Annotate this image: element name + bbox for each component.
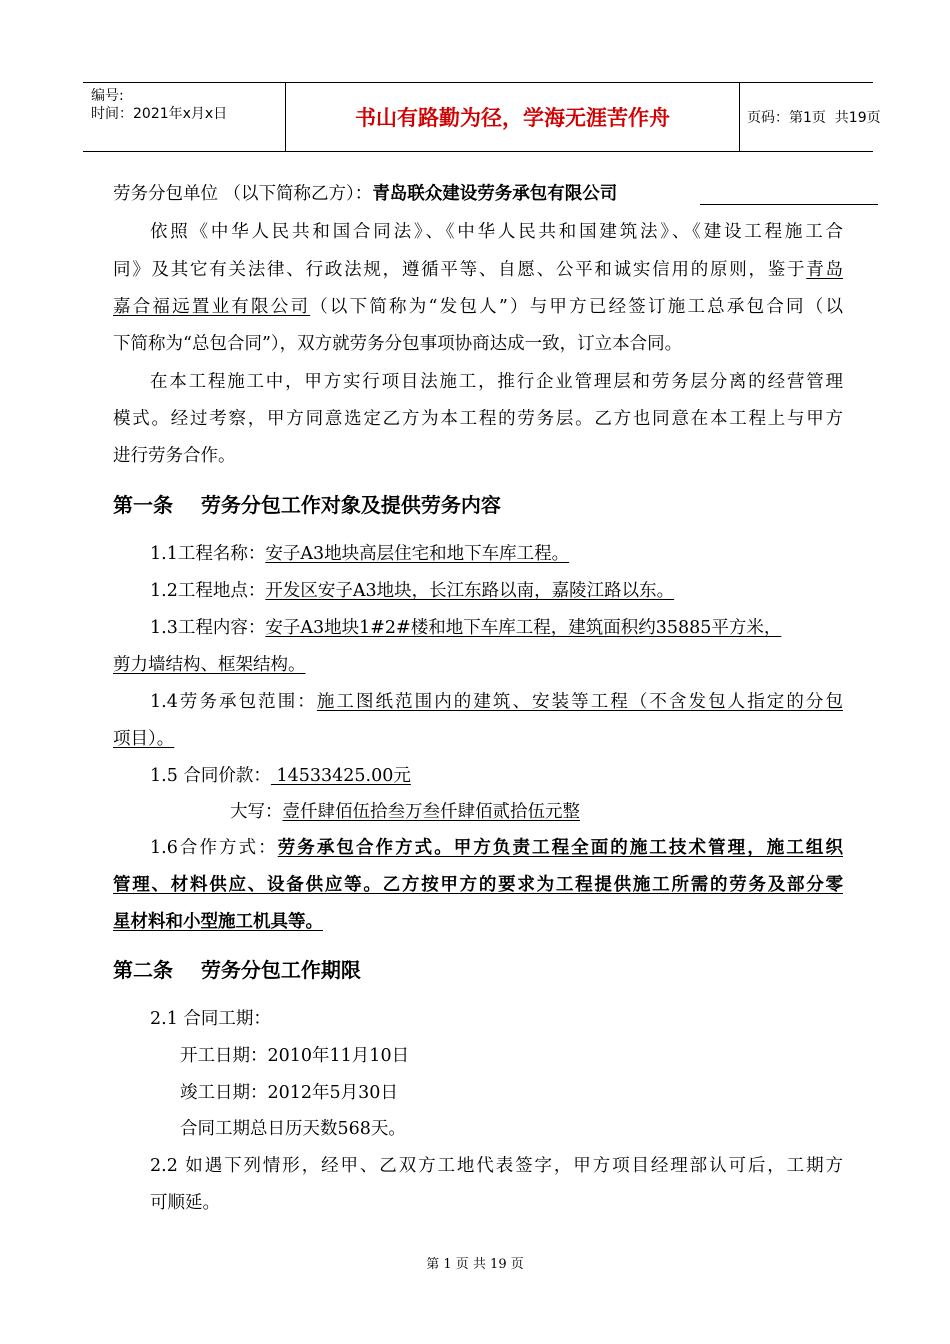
item-1-1: 1.1工程名称：安子A3地块高层住宅和地下车库工程。 bbox=[150, 544, 570, 564]
paragraph-1-line-1: 依照《中华人民共和国合同法》、《中华人民共和国建筑法》、《建设工程施工合 bbox=[150, 222, 843, 242]
unit-underline bbox=[700, 204, 878, 205]
unit-name: 青岛联众建设劳务承包有限公司 bbox=[372, 184, 618, 204]
header-motto: 书山有路勤为径，学海无涯苦作舟 bbox=[285, 83, 740, 151]
item-1-5: 1.5 合同价款： 14533425.00元 bbox=[150, 766, 411, 786]
subcontract-unit-line bbox=[113, 176, 843, 212]
item-2-2-cont: 可顺延。 bbox=[150, 1193, 220, 1213]
item-1-4-cont: 项目）。 bbox=[113, 729, 175, 749]
paragraph-2-line-2: 模式。经过考察，甲方同意选定乙方为本工程的劳务层。乙方也同意在本工程上与甲方 bbox=[113, 409, 843, 429]
article-2-title: 第二条 劳务分包工作期限 bbox=[113, 958, 361, 982]
item-1-2: 1.2工程地点：开发区安子A3地块，长江东路以南，嘉陵江路以东。 bbox=[150, 581, 675, 601]
time-label: 时间：2021年x月x日 bbox=[91, 106, 228, 122]
paragraph-1-line-3: 嘉合福远置业有限公司（以下简称为“发包人”）与甲方已经签订施工总承包合同（以 bbox=[113, 297, 843, 317]
item-2-2: 2.2 如遇下列情形，经甲、乙双方工地代表签字，甲方项目经理部认可后，工期方 bbox=[150, 1156, 843, 1176]
paragraph-1-line-4: 下简称为“总包合同”），双方就劳务分包事项协商达成一致，订立本合同。 bbox=[113, 334, 683, 354]
paragraph-2-line-3: 进行劳务合作。 bbox=[113, 446, 236, 466]
page-footer: 第 1 页 共 19 页 bbox=[426, 1257, 524, 1272]
start-date: 开工日期：2010年11月10日 bbox=[180, 1046, 410, 1066]
header-table bbox=[83, 82, 881, 152]
item-1-4: 1.4劳务承包范围：施工图纸范围内的建筑、安装等工程（不含发包人指定的分包 bbox=[150, 692, 843, 712]
unit-label: 劳务分包单位 （以下简称乙方）： bbox=[113, 184, 373, 204]
item-1-5-upper: 大写：壹仟肆佰伍拾叁万叁仟肆佰贰拾伍元整 bbox=[230, 802, 580, 822]
total-days: 合同工期总日历天数568天。 bbox=[180, 1119, 406, 1139]
paragraph-1-line-2: 同》及其它有关法律、行政法规，遵循平等、自愿、公平和诚实信用的原则，鉴于青岛 bbox=[113, 260, 844, 280]
item-1-6-cont-2: 星材料和小型施工机具等。 bbox=[113, 912, 323, 932]
item-1-3: 1.3工程内容：安子A3地块1#2#楼和地下车库工程，建筑面积约35885平方米， bbox=[150, 618, 782, 638]
end-date: 竣工日期：2012年5月30日 bbox=[180, 1083, 398, 1103]
header-left-cell bbox=[91, 87, 291, 123]
article-1-title: 第一条 劳务分包工作对象及提供劳务内容 bbox=[113, 493, 501, 517]
item-2-1: 2.1 合同工期： bbox=[150, 1009, 271, 1029]
paragraph-2-line-1: 在本工程施工中，甲方实行项目法施工，推行企业管理层和劳务层分离的经营管理 bbox=[150, 372, 843, 392]
item-1-3-cont: 剪力墙结构、框架结构。 bbox=[113, 655, 306, 675]
number-label: 编号: bbox=[91, 88, 124, 104]
item-1-6: 1.6合作方式：劳务承包合作方式。甲方负责工程全面的施工技术管理，施工组织 bbox=[150, 838, 843, 858]
item-1-6-cont-1: 管理、材料供应、设备供应等。乙方按甲方的要求为工程提供施工所需的劳务及部分零 bbox=[113, 875, 843, 895]
header-page-info: 页码：第1页 共19页 bbox=[747, 110, 881, 126]
